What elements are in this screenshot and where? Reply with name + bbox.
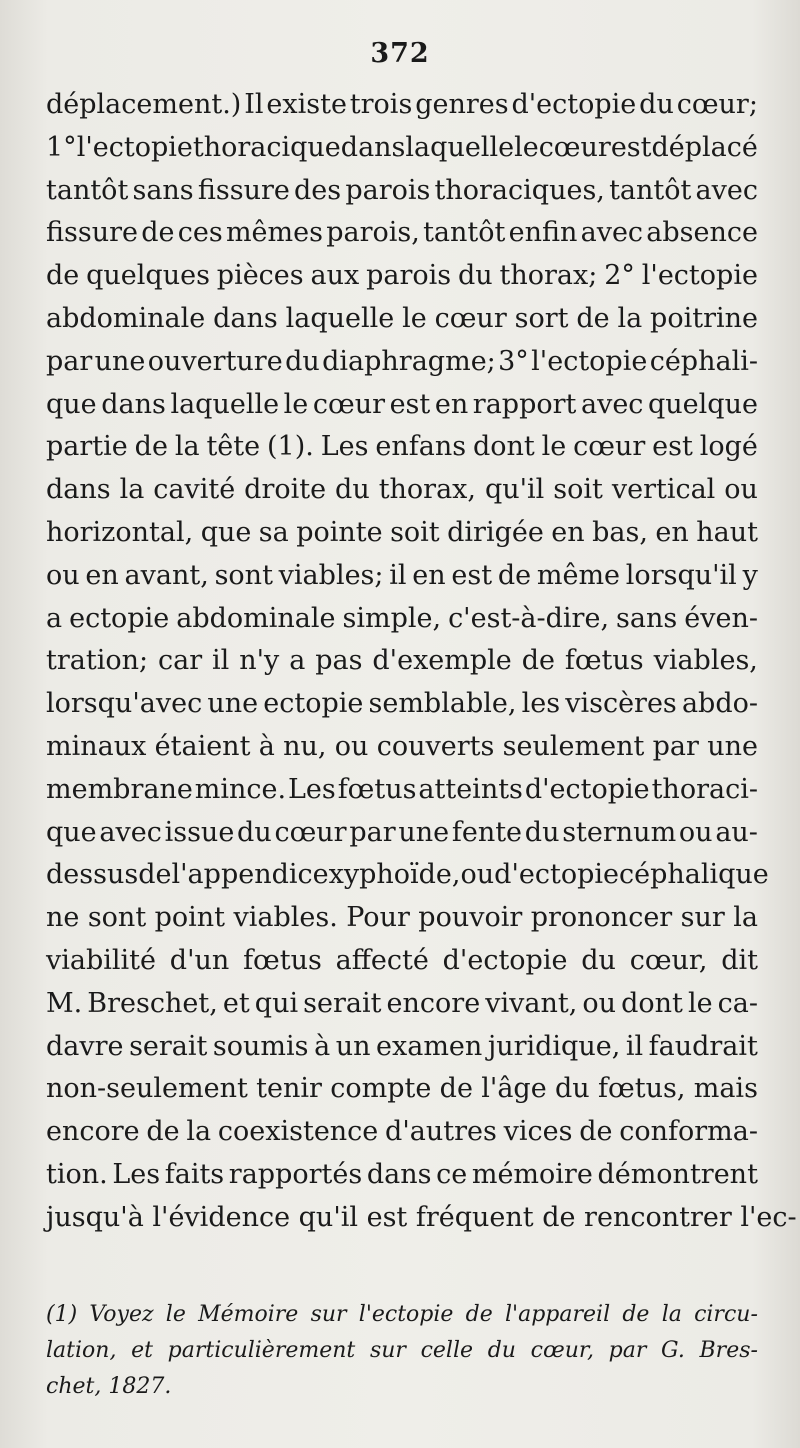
text-line: tration; car il n'y a pas d'exemple de fœtus viables,	[46, 645, 758, 677]
text-line: horizontal, que sa pointe soit dirigée en bas, en haut	[46, 516, 758, 548]
footnote	[46, 1297, 758, 1405]
text-line: de quelques pièces aux parois du thorax; 2° l'ectopie	[46, 260, 758, 292]
text-line: que avec issue du cœur par une fente du sternum ou au-	[46, 816, 758, 848]
text-line: jusqu'à l'évidence qu'il est fréquent de rencontrer l'ec-	[46, 1201, 797, 1233]
text-line: dans la cavité droite du thorax, qu'il soit vertical ou	[46, 474, 758, 506]
body-text	[46, 84, 797, 1240]
text-line: viabilité d'un fœtus affecté d'ectopie du cœur, dit	[46, 944, 758, 976]
footnote-line: (1) Voyez le Mémoire sur l'ectopie de l'appareil de la circu-	[46, 1302, 758, 1327]
text-line: M. Breschet, et qui serait encore vivant, ou dont le ca-	[46, 987, 758, 1019]
page-number: 372	[370, 38, 430, 69]
text-line: tion. Les faits rapportés dans ce mémoire démontrent	[46, 1158, 758, 1190]
text-line: partie de la tête (1). Les enfans dont le cœur est logé	[46, 431, 758, 463]
text-line: minaux étaient à nu, ou couverts seulement par une	[46, 730, 758, 762]
text-line: a ectopie abdominale simple, c'est-à-dire, sans éven-	[46, 602, 758, 634]
text-line: ne sont point viables. Pour pouvoir prononcer sur la	[46, 902, 758, 934]
text-line: par une ouverture du diaphragme; 3° l'ectopie céphali-	[46, 345, 758, 377]
text-line: abdominale dans laquelle le cœur sort de la poitrine	[46, 302, 758, 334]
text-line: non-seulement tenir compte de l'âge du fœtus, mais	[46, 1073, 758, 1105]
text-line: que dans laquelle le cœur est en rapport avec quelque	[46, 388, 758, 420]
footnote-line: lation, et particulièrement sur celle du cœur, par G. Bres-	[46, 1338, 758, 1363]
footnote-line: chet, 1827.	[46, 1374, 172, 1399]
text-line: déplacement.) Il existe trois genres d'ectopie du cœur;	[46, 89, 758, 120]
text-line: dessus de l'appendice xyphoïde, ou d'ectopie céphalique	[46, 859, 769, 891]
text-line: tantôt sans fissure des parois thoraciques, tantôt avec	[46, 174, 758, 206]
text-line: fissure de ces mêmes parois, tantôt enfin avec absence	[46, 217, 758, 249]
text-line: membrane mince. Les fœtus atteints d'ectopie thoraci-	[46, 773, 758, 805]
text-line: ou en avant, sont viables; il en est de même lorsqu'il y	[46, 559, 758, 591]
text-line: lorsqu'avec une ectopie semblable, les viscères abdo-	[46, 688, 758, 720]
text-line: davre serait soumis à un examen juridique, il faudrait	[46, 1030, 758, 1062]
text-line: 1° l'ectopie thoracique dans laquelle le cœur est déplacé	[46, 131, 758, 163]
text-line: encore de la coexistence d'autres vices de conforma-	[46, 1116, 758, 1148]
